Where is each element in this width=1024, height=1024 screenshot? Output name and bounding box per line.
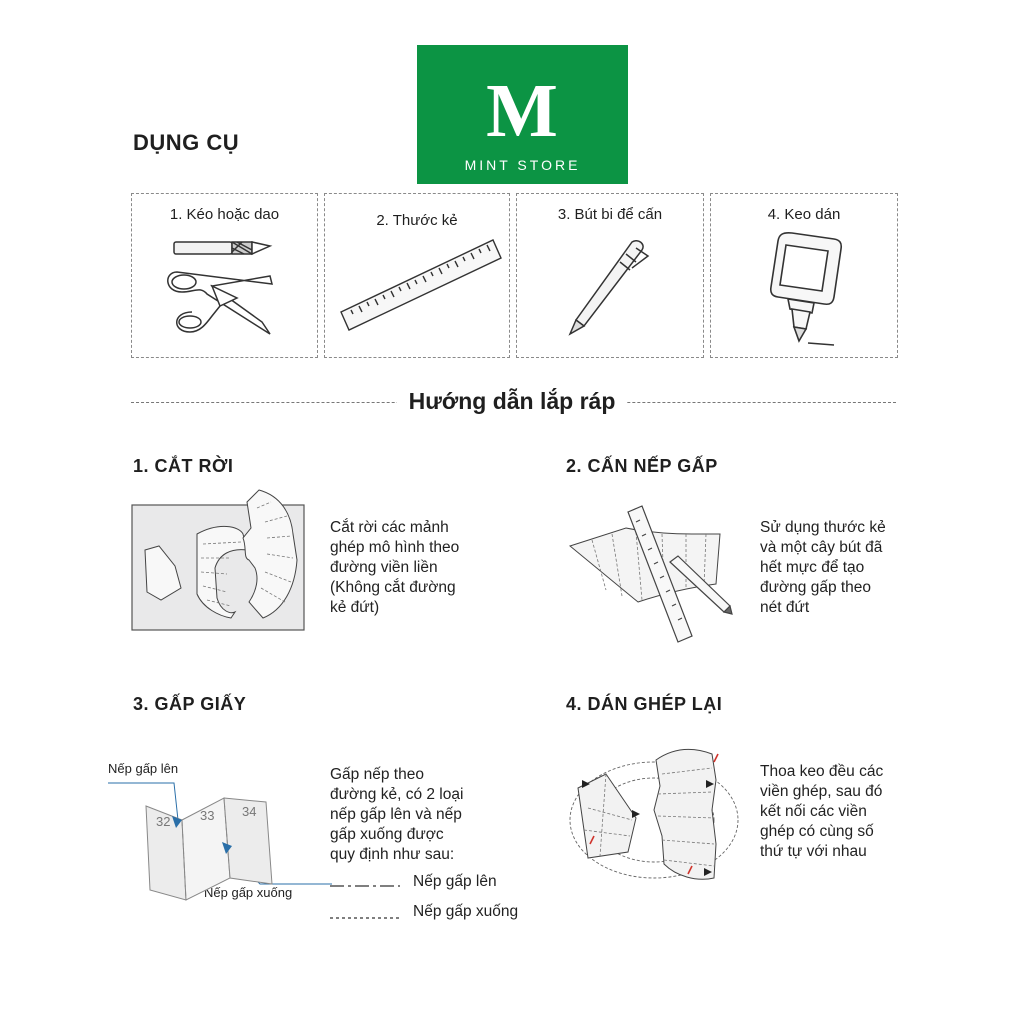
cutting-pieces-illustration xyxy=(131,488,306,633)
step-4-line: viền ghép, sau đó xyxy=(760,783,883,800)
brand-logo xyxy=(417,45,628,184)
tool-label: 2. Thước kẻ xyxy=(376,212,458,229)
step-1-line: kẻ đứt) xyxy=(330,599,380,616)
brand-letter: M xyxy=(486,69,559,153)
step-3-line: quy định như sau: xyxy=(330,846,455,863)
step-3-description xyxy=(330,765,463,865)
panel-number: 33 xyxy=(200,808,215,823)
folding-illustration xyxy=(100,780,340,900)
panel-number: 32 xyxy=(156,814,171,829)
fold-down-line-sample xyxy=(330,916,402,920)
step-4-line: kết nối các viền xyxy=(760,803,867,820)
step-4-title: 4. DÁN GHÉP LẠI xyxy=(566,694,723,714)
step-1-title: 1. CẮT RỜI xyxy=(133,456,234,476)
step-3-line: đường kẻ, có 2 loại xyxy=(330,786,464,803)
step-2-title: 2. CẤN NẾP GẤP xyxy=(566,456,718,476)
gluing-illustration xyxy=(566,740,736,890)
step-3-title: 3. GẤP GIẤY xyxy=(133,694,247,714)
scoring-folds-illustration xyxy=(566,498,736,648)
step-3-line: Gấp nếp theo xyxy=(330,766,424,783)
tool-box-pen xyxy=(516,193,704,358)
step-3-line: gấp xuống được xyxy=(330,826,444,843)
brand-name: MINT STORE xyxy=(464,157,581,173)
step-1-line: ghép mô hình theo xyxy=(330,539,460,556)
scissors-and-knife-icon xyxy=(162,234,302,349)
step-2-line: đường gấp theo xyxy=(760,579,872,596)
step-3-line: nếp gấp lên và nếp xyxy=(330,806,462,823)
step-1-line: đường viền liền xyxy=(330,559,438,576)
pen-icon xyxy=(562,236,662,341)
tools-heading: DỤNG CỤ xyxy=(133,130,240,155)
fold-up-callout: Nếp gấp lên xyxy=(108,761,179,776)
step-2-line: Sử dụng thước kẻ xyxy=(760,519,886,536)
legend-fold-up: Nếp gấp lên xyxy=(413,873,497,890)
step-1-description xyxy=(330,518,459,618)
tool-box-ruler xyxy=(324,193,510,358)
tool-label: 3. Bút bi để cấn xyxy=(557,206,663,223)
tool-label: 4. Keo dán xyxy=(767,206,841,223)
guide-title xyxy=(0,388,1024,415)
guide-title-text: Hướng dẫn lắp ráp xyxy=(397,388,628,414)
step-4-line: ghép có cùng số xyxy=(760,823,874,840)
fold-down-callout: Nếp gấp xuống xyxy=(204,885,293,900)
step-4-line: Thoa keo đều các xyxy=(760,763,884,780)
step-1-line: (Không cắt đường xyxy=(330,579,456,596)
step-4-line: thứ tự với nhau xyxy=(760,843,867,860)
tool-box-knife xyxy=(131,193,318,358)
step-2-description xyxy=(760,518,886,618)
step-2-line: nét đứt xyxy=(760,599,810,616)
ruler-icon xyxy=(337,238,507,338)
step-4-description xyxy=(760,762,883,862)
tool-box-glue xyxy=(710,193,898,358)
glue-bottle-icon xyxy=(766,229,876,354)
tool-label: 1. Kéo hoặc dao xyxy=(169,206,280,223)
panel-number: 34 xyxy=(242,804,257,819)
step-2-line: và một cây bút đã xyxy=(760,539,883,556)
step-2-line: hết mực để tạo xyxy=(760,559,865,576)
legend-fold-down: Nếp gấp xuống xyxy=(413,903,519,920)
step-1-line: Cắt rời các mảnh xyxy=(330,519,449,536)
fold-up-line-sample xyxy=(330,884,402,888)
